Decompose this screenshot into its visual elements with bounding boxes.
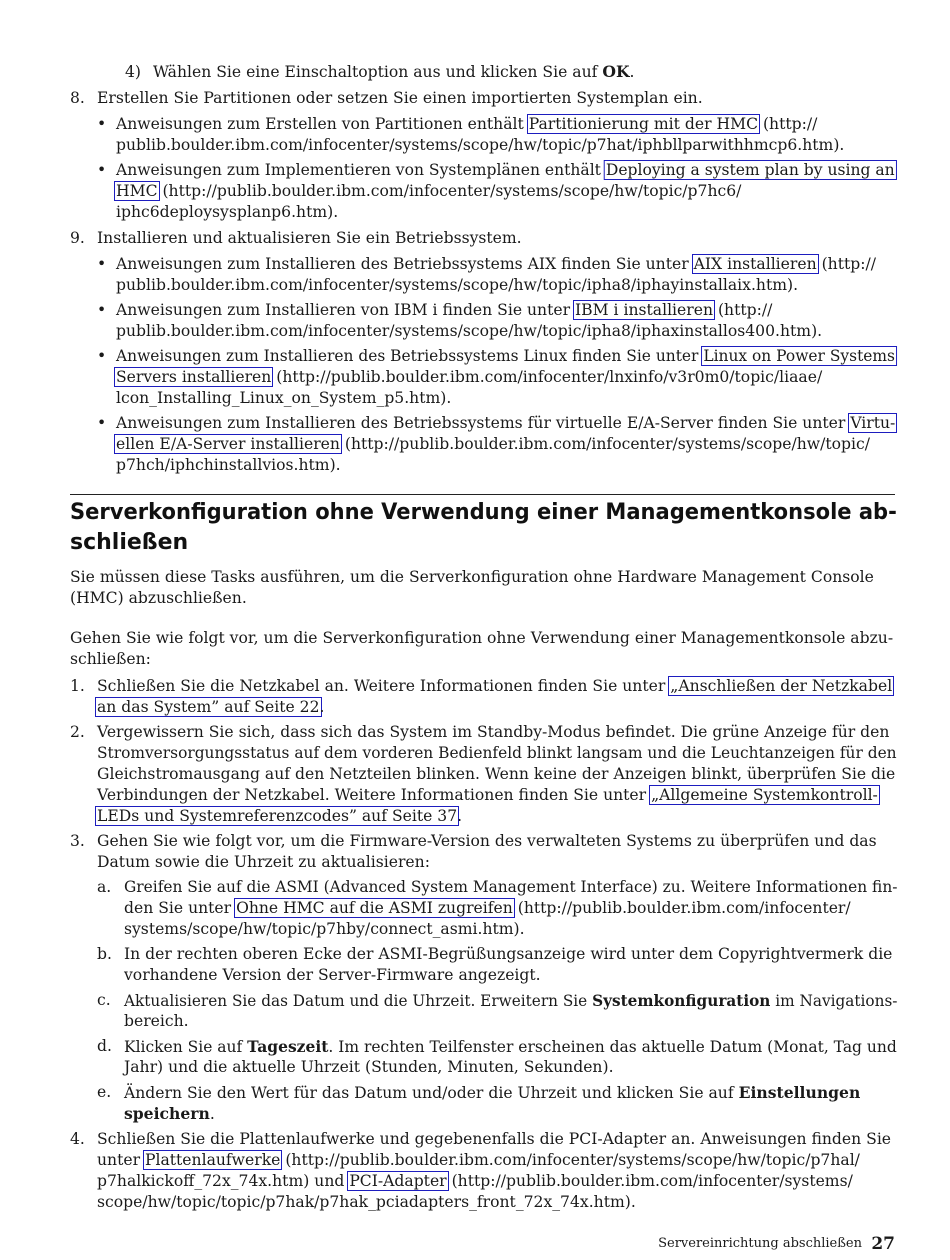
s3-line-1: Gehen Sie wie folgt vor, um die Firmware-Version des verwalteten Systems zu überprüfen und das: [97, 832, 877, 850]
s4-line-3: p7halkickoff_72x_74x.htm) und PCI-Adapter (http://publib.boulder.ibm.com/infocenter/systems/: [97, 1172, 853, 1190]
step-8-number: 8.: [70, 89, 85, 107]
step-9-bullet-3-line-3: lcon_Installing_Linux_on_System_p5.htm).: [116, 389, 452, 407]
step-8-substep-4: 4) Wählen Sie eine Einschaltoption aus und klicken Sie auf OK.: [125, 62, 635, 81]
s3b-line-1: In der rechten oberen Ecke der ASMI-Begrüßungsanzeige wird unter dem Copyrightvermerk die: [124, 945, 893, 963]
link-anschliessen-netzkabel-cont[interactable]: an das System” auf Seite 22: [97, 698, 320, 716]
s2-line-5: LEDs und Systemreferenzcodes” auf Seite 37.: [97, 807, 463, 825]
s2-line-1: Vergewissern Sie sich, dass sich das System im Standby-Modus befindet. Die grüne Anzeige für den: [97, 723, 890, 741]
lead-line-1: Gehen Sie wie folgt vor, um die Serverkonfiguration ohne Verwendung einer Managementkonsole abzu-: [70, 629, 894, 647]
step-8-bullet-1-line-1: Anweisungen zum Erstellen von Partitionen enthält Partitionierung mit der HMC (http://: [116, 115, 818, 133]
step-9-bullet-3-line-2: Servers installieren (http://publib.boulder.ibm.com/infocenter/lnxinfo/v3r0m0/topic/liaae/: [116, 368, 823, 386]
section-heading-line-2: schließen: [70, 530, 189, 555]
s4-number: 4.: [70, 1130, 85, 1148]
link-plattenlaufwerke[interactable]: Plattenlaufwerke: [145, 1151, 281, 1169]
link-aix-installieren[interactable]: AIX installieren: [693, 255, 817, 273]
step-9-bullet-1-line-2: publib.boulder.ibm.com/infocenter/systems/scope/hw/topic/ipha8/iphayinstallaix.htm).: [116, 276, 799, 294]
step-8-text: Erstellen Sie Partitionen oder setzen Sie einen importierten Systemplan ein.: [97, 89, 703, 107]
step-9-bullet-2-line-2: publib.boulder.ibm.com/infocenter/systems/scope/hw/topic/ipha8/iphaxinstallos400.htm).: [116, 322, 823, 340]
substep-text: Wählen Sie eine Einschaltoption aus und klicken Sie auf: [152, 63, 603, 81]
step-9-bullet-1-line-1: Anweisungen zum Installieren des Betriebssystems AIX finden Sie unter AIX installieren (http://: [116, 255, 876, 273]
intro-line-1: Sie müssen diese Tasks ausführen, um die Serverkonfiguration ohne Hardware Management Console: [70, 568, 874, 586]
link-anschliessen-netzkabel[interactable]: „Anschließen der Netzkabel: [670, 677, 893, 695]
link-virtuelle-ea-server-cont[interactable]: ellen E/A-Server installieren: [116, 435, 340, 453]
s3-line-2: Datum sowie die Uhrzeit zu aktualisieren:: [97, 853, 430, 871]
link-linux-on-power-cont[interactable]: Servers installieren: [116, 368, 272, 386]
s4-line-4: scope/hw/topic/topic/p7hak/p7hak_pciadapters_front_72x_74x.htm).: [97, 1193, 636, 1211]
section-divider: [70, 494, 895, 495]
link-allgemeine-systemkontroll-cont[interactable]: LEDs und Systemreferenzcodes” auf Seite 37: [97, 807, 458, 825]
einstellungen-term: Einstellungen: [738, 1083, 861, 1102]
s1-line-2: an das System” auf Seite 22.: [97, 698, 325, 716]
s3e-number: e.: [97, 1083, 112, 1101]
s1-number: 1.: [70, 677, 85, 695]
step-9-number: 9.: [70, 229, 85, 247]
step-8-bullet-2-line-3: iphc6deploysysplanp6.htm).: [116, 203, 339, 221]
bullet: •: [97, 115, 107, 133]
bullet: •: [97, 414, 107, 432]
s3e-line-1: Ändern Sie den Wert für das Datum und/oder die Uhrzeit und klicken Sie auf Einstellungen: [124, 1083, 861, 1102]
bullet: •: [97, 347, 107, 365]
s3b-line-2: vorhandene Version der Server-Firmware angezeigt.: [124, 966, 541, 984]
s3a-line-3: systems/scope/hw/topic/p7hby/connect_asmi.htm).: [124, 920, 525, 938]
s1-line-1: Schließen Sie die Netzkabel an. Weitere Informationen finden Sie unter „Anschließen der Netzkabel: [97, 677, 893, 695]
link-ohne-hmc-asmi[interactable]: Ohne HMC auf die ASMI zugreifen: [236, 899, 513, 917]
page-number: 27: [871, 1234, 895, 1254]
lead-line-2: schließen:: [70, 650, 151, 668]
s3c-line-2: bereich.: [124, 1012, 189, 1030]
s3a-number: a.: [97, 878, 112, 896]
s3d-number: d.: [97, 1037, 112, 1055]
s3b-number: b.: [97, 945, 112, 963]
step-9-bullet-4-line-2: ellen E/A-Server installieren (http://publib.boulder.ibm.com/infocenter/systems/scope/hw/topic/: [116, 435, 870, 453]
link-pci-adapter[interactable]: PCI-Adapter: [349, 1172, 447, 1190]
s3e-line-2: speichern.: [124, 1104, 215, 1123]
s4-line-1: Schließen Sie die Plattenlaufwerke und gegebenenfalls die PCI-Adapter an. Anweisungen finden Sie: [97, 1130, 892, 1148]
step-9-bullet-2-line-1: Anweisungen zum Installieren von IBM i finden Sie unter IBM i installieren (http://: [116, 301, 773, 319]
link-deploying-system-plan-cont[interactable]: HMC: [116, 182, 158, 200]
step-9-bullet-3-line-1: Anweisungen zum Installieren des Betriebssystems Linux finden Sie unter Linux on Power Systems: [116, 347, 895, 365]
bullet: •: [97, 301, 107, 319]
link-partitionierung-hmc[interactable]: Partitionierung mit der HMC: [528, 115, 758, 133]
step-9-bullet-4-line-1: Anweisungen zum Installieren des Betriebssystems für virtuelle E/A-Server finden Sie unter Virtu-: [116, 414, 896, 432]
s2-line-3: Gleichstromausgang auf den Netzteilen blinken. Wenn keine der Anzeigen blinkt, überprüfen Sie die: [97, 765, 896, 783]
step-8-bullet-2-line-1: Anweisungen zum Implementieren von Systemplänen enthält Deploying a system plan by using an: [116, 161, 895, 179]
s2-line-2: Stromversorgungsstatus auf dem vorderen Bedienfeld blinkt langsam und die Leuchtanzeigen für den: [97, 744, 897, 762]
step-8-bullet-1-line-2: publib.boulder.ibm.com/infocenter/systems/scope/hw/topic/p7hat/iphbllparwithhmcp6.htm).: [116, 136, 845, 154]
speichern-term: speichern: [124, 1104, 210, 1123]
s3a-line-1: Greifen Sie auf die ASMI (Advanced System Management Interface) zu. Weitere Informationen fin-: [124, 878, 898, 896]
s2-line-4: Verbindungen der Netzkabel. Weitere Informationen finden Sie unter „Allgemeine Systemkontroll-: [97, 786, 878, 804]
s3d-line-1: Klicken Sie auf Tageszeit. Im rechten Teilfenster erscheinen das aktuelle Datum (Monat, Tag und: [124, 1037, 897, 1056]
step-8-bullet-2-line-2: HMC (http://publib.boulder.ibm.com/infocenter/systems/scope/hw/topic/p7hc6/: [116, 182, 742, 200]
s3d-line-2: Jahr) und die aktuelle Uhrzeit (Stunden, Minuten, Sekunden).: [124, 1058, 614, 1076]
substep-number: 4): [125, 63, 142, 81]
s2-number: 2.: [70, 723, 85, 741]
link-virtuelle-ea-server[interactable]: Virtu-: [850, 414, 896, 432]
ok-term: OK: [602, 62, 630, 81]
systemkonfiguration-term: Systemkonfiguration: [592, 991, 771, 1010]
s3-number: 3.: [70, 832, 85, 850]
tageszeit-term: Tageszeit: [247, 1037, 329, 1056]
link-allgemeine-systemkontroll[interactable]: „Allgemeine Systemkontroll-: [651, 786, 878, 804]
s3c-line-1: Aktualisieren Sie das Datum und die Uhrzeit. Erweitern Sie Systemkonfiguration im Navigations-: [124, 991, 898, 1010]
link-ibm-i-installieren[interactable]: IBM i installieren: [575, 301, 713, 319]
s4-line-2: unter Plattenlaufwerke (http://publib.boulder.ibm.com/infocenter/systems/scope/hw/topic/p7hal/: [97, 1151, 860, 1169]
bullet: •: [97, 255, 107, 273]
bullet: •: [97, 161, 107, 179]
link-linux-on-power[interactable]: Linux on Power Systems: [703, 347, 895, 365]
intro-line-2: (HMC) abzuschließen.: [70, 589, 247, 607]
step-9-text: Installieren und aktualisieren Sie ein Betriebssystem.: [97, 229, 522, 247]
section-heading-line-1: Serverkonfiguration ohne Verwendung einer Managementkonsole ab-: [70, 500, 897, 525]
footer-title: Servereinrichtung abschließen: [658, 1236, 862, 1251]
s3a-line-2: den Sie unter Ohne HMC auf die ASMI zugreifen (http://publib.boulder.ibm.com/infocenter/: [124, 899, 851, 917]
step-9-bullet-4-line-3: p7hch/iphchinstallvios.htm).: [116, 456, 341, 474]
link-deploying-system-plan[interactable]: Deploying a system plan by using an: [605, 161, 895, 179]
s3c-number: c.: [97, 991, 111, 1009]
